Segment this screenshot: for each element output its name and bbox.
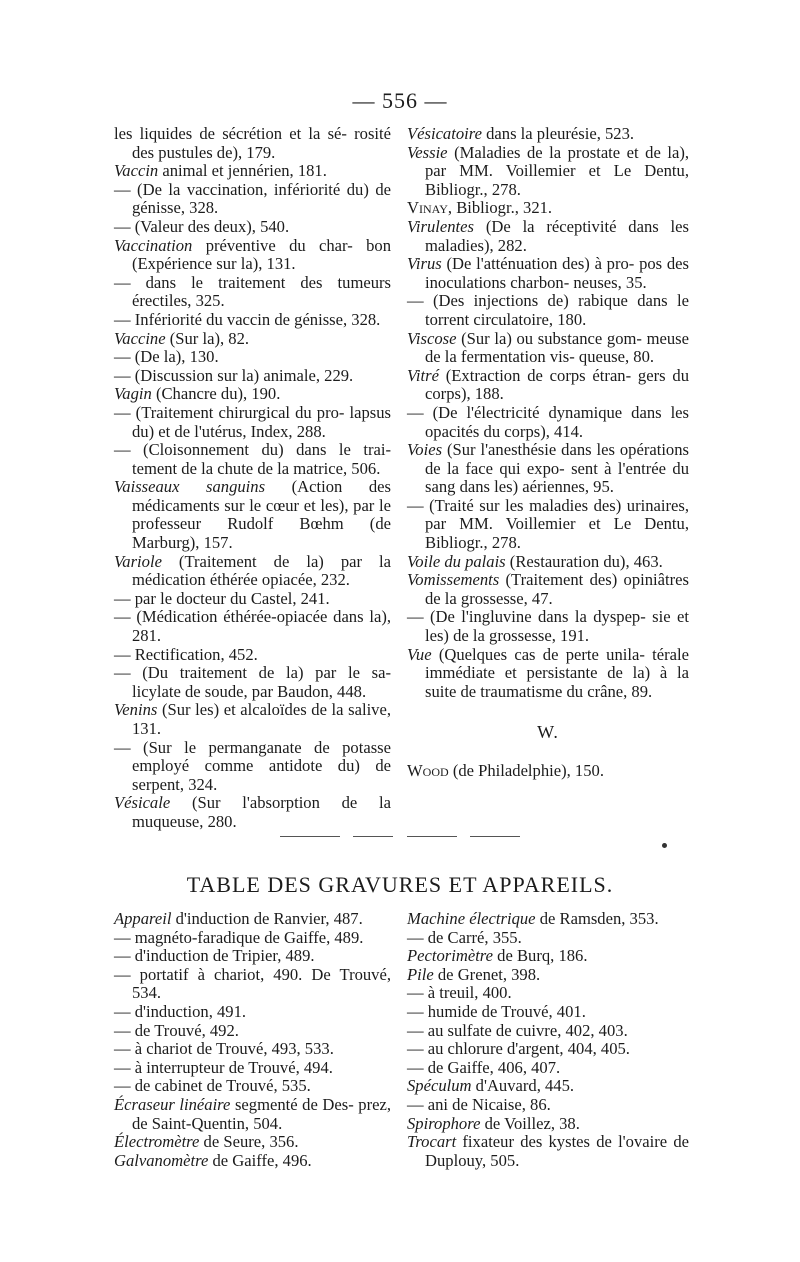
- entry-text: — de Gaiffe, 406, 407.: [407, 1057, 561, 1077]
- index-entry: [407, 404, 689, 441]
- entry-text: — par le docteur du Castel, 241.: [114, 588, 330, 608]
- entry-text: — d'induction, 491.: [114, 1001, 247, 1021]
- entry-head: Vaccine: [114, 328, 166, 348]
- index-entry: [407, 1059, 689, 1078]
- index-entry: [407, 1077, 689, 1096]
- index-entry: [407, 1003, 689, 1022]
- entry-text: — au sulfate de cuivre, 402, 403.: [407, 1020, 628, 1040]
- index-right-column: [407, 125, 689, 832]
- entry-head: Virus: [407, 254, 442, 274]
- index-entry: [114, 966, 391, 1003]
- entry-text: — (Cloisonnement du) dans le trai- tement de la chute de la matrice, 506.: [114, 440, 391, 478]
- entry-head: Vue: [407, 644, 432, 664]
- entry-text: — magnéto-faradique de Gaiffe, 489.: [114, 927, 364, 947]
- entry-text: — (Sur le permanganate de potasse employé comme antidote du) de serpent, 324.: [114, 737, 391, 794]
- index-entry: [407, 1096, 689, 1115]
- index-entry: [407, 966, 689, 985]
- index-entry: [407, 125, 689, 144]
- ink-dot: [662, 843, 667, 848]
- entry-head: Variole: [114, 551, 162, 571]
- index-entry: [114, 274, 391, 311]
- entry-head: Machine électrique: [407, 909, 536, 928]
- entry-text: (Chancre du), 190.: [151, 384, 281, 404]
- entry-head: Pectorimètre: [407, 946, 494, 966]
- entry-head: Pile: [407, 964, 434, 984]
- index-entry: [114, 739, 391, 795]
- index-entry: [407, 984, 689, 1003]
- entry-text: — (Discussion sur la) animale, 229.: [114, 365, 354, 385]
- entry-text: — au chlorure d'argent, 404, 405.: [407, 1039, 630, 1059]
- index-entry: [407, 367, 689, 404]
- index-entry: [407, 571, 689, 608]
- alphabetical-index: [114, 125, 689, 832]
- entry-head: Électromètre: [114, 1132, 200, 1152]
- index-entry: [407, 144, 689, 200]
- index-entry: [407, 762, 689, 781]
- index-entry: [114, 1096, 391, 1133]
- page-number: — 556 —: [352, 88, 448, 113]
- entry-text: , Bibliogr., 321.: [447, 198, 553, 218]
- entry-head: Voile du palais: [407, 551, 506, 571]
- entry-text: — portatif à chariot, 490. De Trouvé, 534.: [114, 964, 391, 1003]
- entry-text: — (De la), 130.: [114, 347, 219, 367]
- index-entry: [407, 441, 689, 497]
- entry-text: — à chariot de Trouvé, 493, 533.: [114, 1039, 334, 1059]
- entry-text: (Maladies de la prostate et de la), par MM. Voillemier et Le Dentu, Bibliogr., 278.: [425, 142, 689, 199]
- entry-text: — (De l'ingluvine dans la dyspep- sie et les) de la grossesse, 191.: [407, 607, 689, 646]
- entry-head: Appareil: [114, 909, 172, 928]
- index-entry: [407, 1133, 689, 1170]
- entry-head: Wood: [407, 761, 449, 780]
- index-entry: [407, 330, 689, 367]
- entry-text: d'induction de Ranvier, 487.: [171, 909, 363, 928]
- index-entry: [114, 701, 391, 738]
- index-entry: [114, 311, 391, 330]
- entry-text: de Grenet, 398.: [433, 964, 541, 984]
- entry-head: Vinay: [407, 198, 448, 218]
- entry-text: (de Philadelphie), 150.: [448, 761, 604, 780]
- entry-text: — (Traité sur les maladies des) urinaires, par MM. Voillemier et Le Dentu, Bibliogr., 278.: [407, 495, 689, 553]
- index-entry: [114, 330, 391, 349]
- entry-text: (Sur les) et alcaloïdes de la salive, 131.: [132, 700, 391, 738]
- index-entry: [407, 199, 689, 218]
- index-entry: [114, 664, 391, 701]
- index-entry: [114, 162, 391, 181]
- entry-text: les liquides de sécrétion et la sé- rosité des pustules de), 179.: [114, 124, 391, 162]
- index-entry: [407, 553, 689, 572]
- entry-text: — (De la vaccination, infériorité du) de génisse, 328.: [114, 179, 391, 218]
- index-entry: [114, 1022, 391, 1041]
- index-entry: [114, 478, 391, 552]
- entry-text: de Voillez, 38.: [480, 1113, 580, 1133]
- index-entry: [114, 1040, 391, 1059]
- index-entry: [114, 441, 391, 478]
- index-entry: [407, 218, 689, 255]
- index-entry: [114, 646, 391, 665]
- entry-head: Galvanomètre: [114, 1150, 209, 1170]
- index-entry: [114, 1003, 391, 1022]
- entry-text: — de Trouvé, 492.: [114, 1020, 239, 1040]
- entry-text: — à interrupteur de Trouvé, 494.: [114, 1057, 333, 1077]
- entry-head: Vaccin: [114, 161, 159, 181]
- index-entry: [114, 218, 391, 237]
- entry-text: — Infériorité du vaccin de génisse, 328.: [114, 309, 381, 329]
- index-left-column: [114, 125, 391, 832]
- index-entry: [407, 929, 689, 948]
- entry-text: (Sur la), 82.: [165, 328, 250, 348]
- entry-text: — Rectification, 452.: [114, 644, 258, 664]
- entry-head: Viscose: [407, 328, 457, 348]
- section-title: TABLE DES GRAVURES ET APPAREILS.: [186, 872, 614, 897]
- index-entry: [114, 385, 391, 404]
- index-entry: [114, 794, 391, 831]
- index-entry: [114, 910, 391, 929]
- plates-left-column: [114, 910, 391, 1170]
- entry-text: (Restauration du), 463.: [505, 551, 663, 571]
- entry-text: — de Carré, 355.: [407, 927, 522, 947]
- entry-text: (De l'atténuation des) à pro- pos des inoculations charbon- neuses, 35.: [425, 254, 689, 292]
- index-entry: [407, 910, 689, 929]
- index-entry: [114, 1133, 391, 1152]
- index-entry: [114, 929, 391, 948]
- index-entry: [407, 292, 689, 329]
- entry-text: — humide de Trouvé, 401.: [407, 1001, 586, 1021]
- index-entry: [407, 1040, 689, 1059]
- index-entry: [114, 608, 391, 645]
- entry-text: de Gaiffe, 496.: [208, 1150, 312, 1170]
- entry-head: Vésicale: [114, 793, 171, 813]
- index-entry: [407, 947, 689, 966]
- entry-head: Vésicatoire: [407, 124, 482, 143]
- index-entry: [407, 255, 689, 292]
- entry-text: (Traitement de la) par la médication éthérée opiacée, 232.: [132, 551, 391, 590]
- index-entry: [114, 125, 391, 162]
- entry-head: Trocart: [407, 1132, 457, 1152]
- entry-head: Vitré: [407, 365, 439, 385]
- index-entry: [114, 1059, 391, 1078]
- index-entry: [407, 608, 689, 645]
- index-entry: [114, 348, 391, 367]
- entry-head: Vaccination: [114, 235, 193, 255]
- entry-head: Écraseur linéaire: [114, 1094, 231, 1114]
- separator-rule: [280, 835, 520, 837]
- entry-text: (Action des médicaments sur le cœur et les), par le professeur Rudolf Bœhm (de Marburg), 157.: [132, 477, 391, 553]
- entry-text: (Quelques cas de perte unila- térale immédiate et persistante de la) à la suite de traumatisme du crâne, 89.: [425, 644, 689, 701]
- entry-text: de Ramsden, 353.: [535, 909, 659, 928]
- index-entry: [407, 497, 689, 553]
- entry-text: — (Traitement chirurgical du pro- lapsus du) et de l'utérus, Index, 288.: [114, 402, 391, 441]
- entry-head: Vagin: [114, 384, 152, 404]
- entry-head: Vaisseaux sanguins: [114, 477, 266, 497]
- index-entry: [114, 404, 391, 441]
- entry-text: — d'induction de Tripier, 489.: [114, 946, 315, 966]
- entry-text: — (Valeur des deux), 540.: [114, 216, 290, 236]
- entry-text: (Traitement des) opiniâtres de la grossesse, 47.: [425, 570, 689, 608]
- entry-text: préventive du char- bon (Expérience sur la), 131.: [132, 235, 391, 274]
- entry-text: — de cabinet de Trouvé, 535.: [114, 1076, 311, 1096]
- letter-heading-w: W.: [537, 722, 559, 743]
- entry-head: Spéculum: [407, 1076, 472, 1096]
- entry-text: (Sur la) ou substance gom- meuse de la fermentation vis- queuse, 80.: [425, 328, 689, 367]
- index-entry: [114, 237, 391, 274]
- entry-head: Voies: [407, 440, 443, 460]
- entry-text: — à treuil, 400.: [407, 983, 512, 1003]
- plates-right-column: [407, 910, 689, 1170]
- index-entry: [407, 1115, 689, 1134]
- index-entry: [114, 947, 391, 966]
- index-entry: [114, 1152, 391, 1171]
- entry-text: (Extraction de corps étran- gers du corps), 188.: [425, 365, 689, 404]
- entry-text: (Sur l'absorption de la muqueuse, 280.: [132, 793, 391, 831]
- entry-text: dans la pleurésie, 523.: [481, 124, 635, 143]
- entry-text: (Sur l'anesthésie dans les opérations de la face qui expo- sent à l'entrée du sang dans les) aériennes, 95.: [425, 440, 689, 497]
- entry-text: d'Auvard, 445.: [471, 1076, 575, 1096]
- index-entry: [114, 367, 391, 386]
- entry-head: Spirophore: [407, 1113, 481, 1133]
- entry-head: Virulentes: [407, 216, 474, 236]
- entry-head: Vomissements: [407, 570, 500, 590]
- entry-text: segmenté de Des- prez, de Saint-Quentin, 504.: [132, 1094, 391, 1133]
- entry-text: de Seure, 356.: [199, 1132, 299, 1152]
- entry-text: — (Des injections de) rabique dans le torrent circulatoire, 180.: [407, 291, 689, 329]
- index-entry: [114, 590, 391, 609]
- entry-text: fixateur des kystes de l'ovaire de Duplouy, 505.: [425, 1132, 689, 1170]
- plates-index: [114, 910, 689, 1170]
- entry-head: Venins: [114, 700, 158, 720]
- index-entry: [407, 1022, 689, 1041]
- entry-head: Vessie: [407, 142, 448, 162]
- entry-text: — (Du traitement de la) par le sa- licylate de soude, par Baudon, 448.: [114, 663, 391, 701]
- entry-text: — dans le traitement des tumeurs érectiles, 325.: [114, 272, 391, 311]
- entry-text: animal et jennérien, 181.: [158, 161, 327, 181]
- entry-text: — (Médication éthérée-opiacée dans la), 281.: [114, 607, 391, 646]
- index-entry: [114, 553, 391, 590]
- index-entry: [407, 646, 689, 702]
- index-entry: [114, 1077, 391, 1096]
- entry-text: — (De l'électricité dynamique dans les opacités du corps), 414.: [407, 402, 689, 441]
- index-entry: [114, 181, 391, 218]
- entry-text: — ani de Nicaise, 86.: [407, 1094, 551, 1114]
- entry-text: de Burq, 186.: [493, 946, 588, 966]
- entry-text: (De la réceptivité dans les maladies), 282.: [425, 216, 689, 255]
